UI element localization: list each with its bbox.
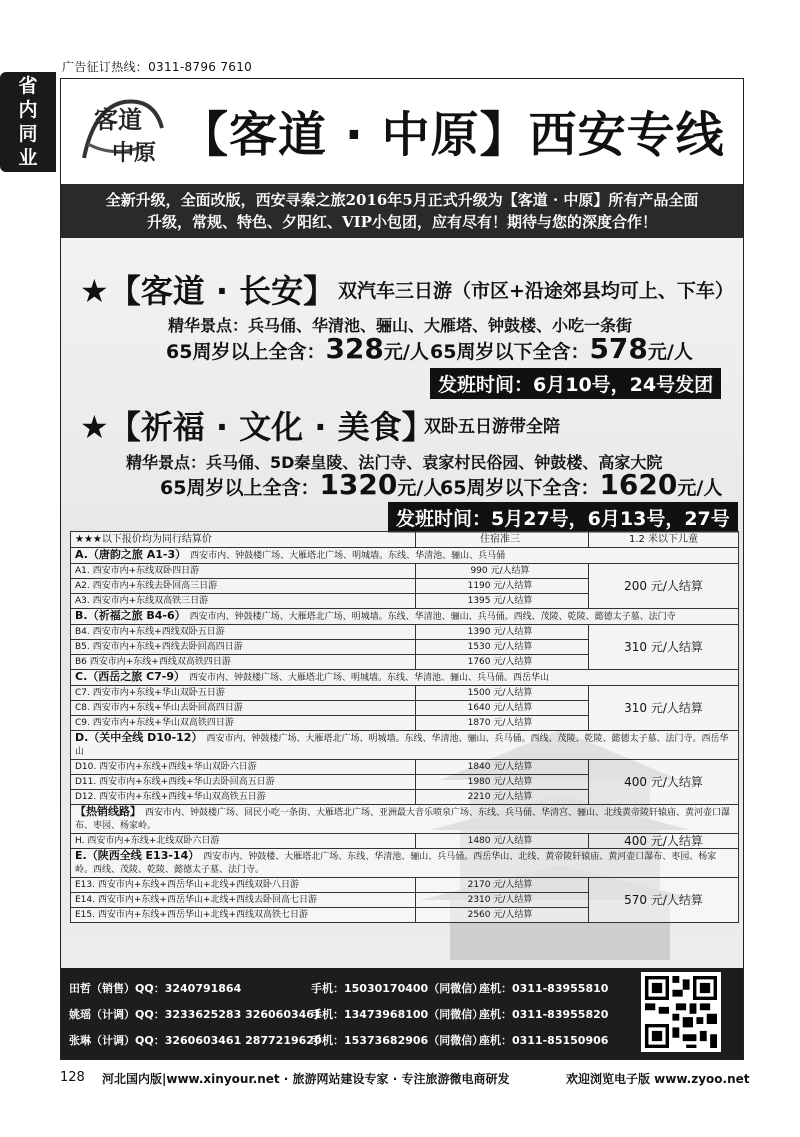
table-row [71,834,739,849]
child-price-cell: 400 元/人结算 [589,760,739,805]
svg-text:客道: 客道 [94,105,142,134]
price-unit: 元/人 [383,341,429,363]
route-name-cell: B6 西安市内+东线+西线双高铁四日游 [71,655,416,670]
contact-tel: 座机：0311-85150906 [479,1034,609,1047]
group-label: A.（唐韵之旅 A1-3） [75,548,187,561]
route-price-cell: 2170 元/人结算 [416,878,589,893]
product1-departure: 发班时间：6月10号，24号发团 [430,368,721,399]
group-description: 西安市内、钟鼓楼广场、大雁塔北广场、明城墙。东线、华清池、骊山、兵马俑。西岳华山 [189,673,550,683]
section-tab-char: 内 [18,99,38,121]
product2-price-standard [440,468,722,501]
child-price-cell: 310 元/人结算 [589,625,739,670]
price-unit: 元/人 [677,477,723,499]
qr-code-icon [645,976,717,1048]
product1-subtitle: 双汽车三日游（市区+沿途郊县均可上、下车） [338,280,734,302]
price-label: 65周岁以上全含： [166,341,326,363]
route-name-cell: A3. 西安市内+东线双高铁三日游 [71,594,416,609]
contact-name: 张琳（计调）QQ：3260603461 2877219620 [69,1034,322,1047]
product1-name: 【客道 · 长安】 [108,272,336,310]
group-description: 西安市内、钟鼓楼广场、回民小吃一条街、大雁塔北广场、亚洲最大音乐喷泉广场、东线、兵马俑、华清宫、骊山、北线黄帝陵轩辕庙、黄河壶口瀑布、枣园、杨家岭。 [75,808,731,831]
table-group-cell [71,609,739,625]
table-group-row [71,670,739,686]
table-group-cell [71,849,739,878]
price-value: 1320 [319,468,398,501]
table-row [71,760,739,775]
price-label: 65周岁以上全含： [160,477,320,499]
contact-name: 姚瑶（计调）QQ：3233625283 3260603461 [69,1008,322,1021]
contact-row [69,1006,629,1022]
table-header-cell: 住宿准三 [416,532,589,548]
table-group-row [71,805,739,834]
page-number: 128 [60,1070,85,1085]
price-value: 578 [589,332,648,365]
route-name-cell: C9. 西安市内+东线+华山双高铁四日游 [71,716,416,731]
banner-line: 升级，常规、特色、夕阳红、VIP小包团，应有尽有！期待与您的深度合作！ [147,213,657,231]
price-unit: 元/人 [397,477,443,499]
ad-hotline: 广告征订热线：0311-8796 7610 [62,60,253,74]
table-header-row [71,532,739,548]
group-label: B.（祈福之旅 B4-6） [75,609,186,622]
contact-row [69,980,629,996]
child-price-cell: 200 元/人结算 [589,564,739,609]
route-price-cell: 1840 元/人结算 [416,760,589,775]
route-price-cell: 2210 元/人结算 [416,790,589,805]
route-name-cell: B5. 西安市内+东线+西线去卧回高四日游 [71,640,416,655]
page-title: 【客道 · 中原】西安专线 [180,107,725,163]
route-price-cell: 1980 元/人结算 [416,775,589,790]
contact-mobile: 手机：15030170400（同微信） [311,982,484,995]
calligraphy-logo-icon [74,88,170,172]
route-name-cell: C8. 西安市内+东线+华山去卧回高四日游 [71,701,416,716]
route-price-cell: 1760 元/人结算 [416,655,589,670]
star-icon: ★ [80,272,109,310]
contact-tel: 座机：0311-83955810 [479,982,609,995]
contact-panel [61,968,743,1059]
price-unit: 元/人 [647,341,693,363]
price-value: 328 [325,332,384,365]
product2-departure: 发班时间：5月27号，6月13号，27号 [388,502,738,533]
footer-right: 欢迎浏览电子版 www.zyoo.net [566,1072,750,1086]
route-name-cell: D10. 西安市内+东线+西线+华山双卧六日游 [71,760,416,775]
group-description: 西安市内、钟鼓楼广场、大雁塔北广场、明城墙。东线、华清池、骊山、兵马俑 [190,551,506,561]
route-name-cell: A1. 西安市内+东线双卧四日游 [71,564,416,579]
route-price-cell: 1640 元/人结算 [416,701,589,716]
price-label: 65周岁以下全含： [440,477,600,499]
route-name-cell: E14. 西安市内+东线+西岳华山+北线+西线去卧回高七日游 [71,893,416,908]
table-group-cell [71,548,739,564]
route-name-cell: A2. 西安市内+东线去卧回高三日游 [71,579,416,594]
product2-subtitle: 双卧五日游带全陪 [424,417,560,437]
section-tab-char: 同 [18,123,38,145]
contact-mobile: 手机：13473968100（同微信） [311,1008,484,1021]
section-tab [0,72,56,172]
section-tab-char: 业 [18,147,38,169]
product1-highlights: 精华景点：兵马俑、华清池、骊山、大雁塔、钟鼓楼、小吃一条街 [168,316,633,335]
price-value: 1620 [599,468,678,501]
route-name-cell: E15. 西安市内+东线+西岳华山+北线+西线双高铁七日游 [71,908,416,923]
group-label: E.（陕西全线 E13-14） [75,849,200,862]
contact-tel: 座机：0311-83955820 [479,1008,609,1021]
brand-logo [72,86,172,174]
table-group-cell [71,731,739,760]
contact-mobile: 手机：15373682906（同微信） [311,1034,484,1047]
contact-name: 田哲（销售）QQ：3240791864 [69,982,242,995]
table-row [71,625,739,640]
intro-banner [61,184,743,238]
table-group-row [71,849,739,878]
banner-line: 全新升级，全面改版，西安寻秦之旅2016年5月正式升级为【客道 · 中原】所有产品全面 [105,191,699,209]
table-header-cell: ★★★以下报价均为同行结算价 [71,532,416,548]
price-table [70,531,739,923]
child-price-cell: 400 元/人结算 [589,834,739,849]
group-description: 西安市内、钟鼓楼广场、大雁塔北广场、明城墙。东线、华清池、骊山、兵马俑。西线、茂陵、乾陵、懿德太子墓、法门寺。西岳华山 [75,734,729,757]
table-group-row [71,609,739,625]
route-name-cell: B4. 西安市内+东线+西线双卧五日游 [71,625,416,640]
route-price-cell: 990 元/人结算 [416,564,589,579]
product2-name: 【祈福 · 文化 · 美食】 [108,408,434,446]
product2-price-senior [160,468,442,501]
contact-row [69,1032,629,1048]
qr-code[interactable] [641,972,721,1052]
table-group-cell [71,805,739,834]
route-price-cell: 1190 元/人结算 [416,579,589,594]
route-name-cell: C7. 西安市内+东线+华山双卧五日游 [71,686,416,701]
product2-title [80,402,434,448]
route-name-cell: E13. 西安市内+东线+西岳华山+北线+西线双卧八日游 [71,878,416,893]
product1-title [80,266,335,312]
route-price-cell: 2560 元/人结算 [416,908,589,923]
route-price-cell: 1390 元/人结算 [416,625,589,640]
route-price-cell: 1500 元/人结算 [416,686,589,701]
table-group-cell [71,670,739,686]
group-description: 西安市内、钟鼓楼广场、大雁塔北广场、明城墙。东线、华清池、骊山、兵马俑。西线、茂陵、乾陵、懿德太子墓、法门寺 [189,612,676,622]
child-price-cell: 310 元/人结算 [589,686,739,731]
group-description: 西安市内、钟鼓楼、大雁塔北广场、东线、华清池、骊山、兵马俑。西岳华山、北线、黄帝陵轩辕庙、黄河壶口瀑布、枣园、杨家岭。西线、茂陵、乾陵、懿德太子墓、法门寺。 [75,852,717,875]
table-group-row [71,548,739,564]
table-row [71,564,739,579]
section-tab-char: 省 [18,75,38,97]
footer-left: 河北国内版|www.xinyour.net · 旅游网站建设专家 · 专注旅游微电商研发 [102,1072,510,1086]
table-group-row [71,731,739,760]
table-row [71,686,739,701]
route-price-cell: 1395 元/人结算 [416,594,589,609]
product1-price-standard [430,332,693,365]
svg-text:中原: 中原 [112,140,157,166]
route-price-cell: 1870 元/人结算 [416,716,589,731]
route-price-cell: 2310 元/人结算 [416,893,589,908]
route-name-cell: D11. 西安市内+东线+西线+华山去卧回高五日游 [71,775,416,790]
product2-highlights: 精华景点：兵马俑、5D秦皇陵、法门寺、袁家村民俗园、钟鼓楼、高家大院 [126,453,663,472]
route-price-cell: 1530 元/人结算 [416,640,589,655]
group-label: 【热销线路】 [75,805,141,818]
product1-price-senior [166,332,429,365]
table-header-cell: 1.2 米以下儿童 [589,532,739,548]
table-row [71,878,739,893]
price-label: 65周岁以下全含： [430,341,590,363]
group-label: D.（关中全线 D10-12） [75,731,203,744]
route-price-cell: 1480 元/人结算 [416,834,589,849]
group-label: C.（西岳之旅 C7-9） [75,670,186,683]
child-price-cell: 570 元/人结算 [589,878,739,923]
route-name-cell: H. 西安市内+东线+北线双卧六日游 [71,834,416,849]
route-name-cell: D12. 西安市内+东线+西线+华山双高铁五日游 [71,790,416,805]
star-icon: ★ [80,408,109,446]
